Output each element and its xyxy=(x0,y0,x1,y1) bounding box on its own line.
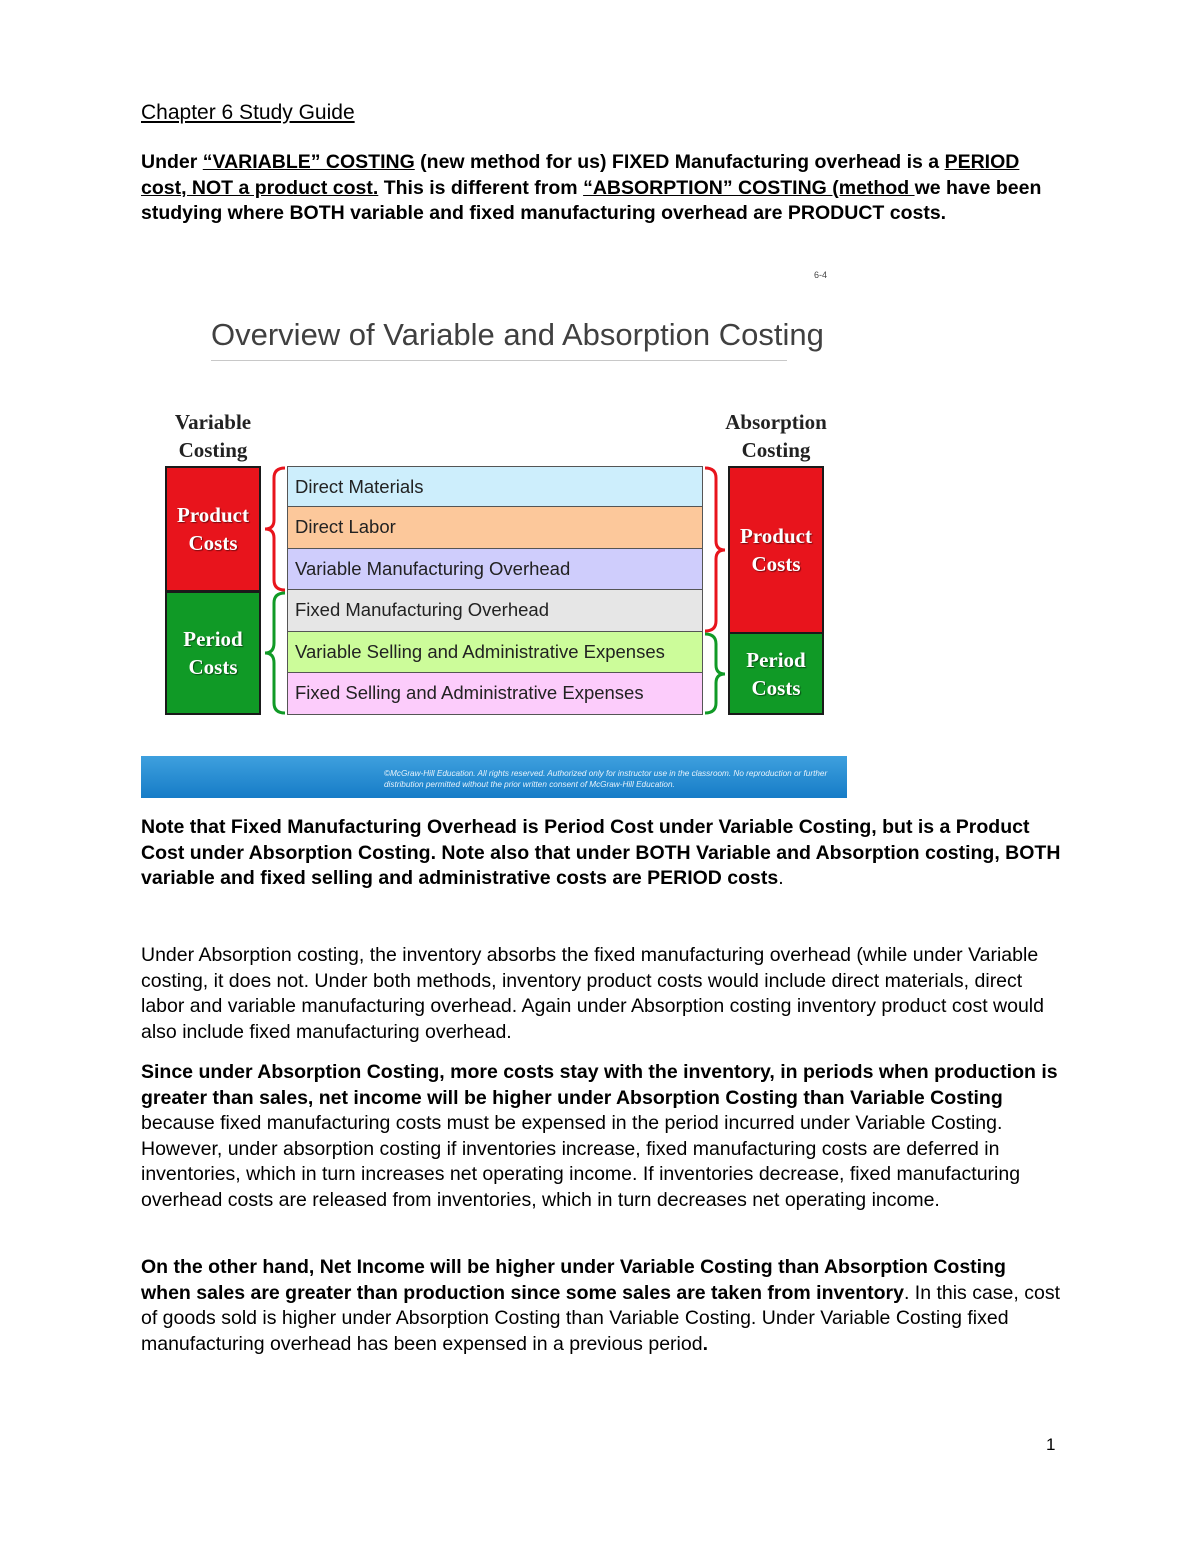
note-text: Note that Fixed Manufacturing Overhead is Period Cost under Variable Costing, but is a Product Cost under Absorption Costing. Note also that under BOTH Variable and Absorption costing, BOTH variable and fixed selling and administrative costs are PERIOD costs xyxy=(141,816,1061,889)
absorption-period-costs-label: Period Costs xyxy=(746,647,806,700)
absorption-period-bracket xyxy=(705,634,725,713)
sales-exceed-production-text: . In this case, cost of goods sold is higher under Absorption Costing than Variable Costing. Under Variable Costing fixed manufacturing overhead has been expensed in a previous period xyxy=(141,1281,1061,1355)
note-period: . xyxy=(778,867,784,889)
slide-title: Overview of Variable and Absorption Costing xyxy=(211,317,824,352)
note-paragraph xyxy=(141,815,1061,892)
sales-exceed-production-end: . xyxy=(702,1332,708,1355)
variable-product-costs-label: Product Costs xyxy=(177,503,249,555)
page-number: 1 xyxy=(1046,1435,1056,1454)
cost-row-fixed-mfg-overhead: Fixed Manufacturing Overhead xyxy=(287,590,703,632)
page-title: Chapter 6 Study Guide xyxy=(141,101,355,124)
absorption-costing-heading: Absorption Costing xyxy=(725,410,827,462)
production-exceeds-sales-text: because fixed manufacturing costs must be expensed in the period incurred under Variable Costing. However, under absorption costing if inventories increase, fixed manufacturing costs are deferred in inventories, which in turn increases net operating income. If inventories decrease, fixed manufacturing overhead costs are released from inventories, which in turn decreases net operating income. xyxy=(141,1112,1021,1211)
intro-variable-costing: “VARIABLE” COSTING xyxy=(202,151,415,173)
intro-text: (new method for us) FIXED Manufacturing overhead is a xyxy=(414,151,945,173)
absorption-paragraph: Under Absorption costing, the inventory absorbs the fixed manufacturing overhead (while under Variable costing, it does not. Under both methods, inventory product costs would include direct materials, direct labor and variable manufacturing overhead. Again under Absorption costing inventory product cost would also include fixed manufacturing overhead. xyxy=(141,944,1044,1043)
copyright-notice: ©McGraw-Hill Education. All rights reserved. Authorized only for instructor use in the classroom. No reproduction or further distribution permitted without the prior written consent of McGraw-Hill Education. xyxy=(384,769,828,789)
intro-text: This is different from xyxy=(378,176,584,199)
absorption-product-bracket xyxy=(705,468,725,631)
intro-text: Under xyxy=(141,151,203,173)
cost-row-direct-labor: Direct Labor xyxy=(287,507,703,549)
slide-number: 6-4 xyxy=(814,270,828,280)
costing-overview-slide xyxy=(141,265,847,798)
intro-absorption-costing: “ABSORPTION” COSTING (method xyxy=(583,176,915,199)
variable-costing-heading: Variable Costing xyxy=(174,410,252,462)
intro-paragraph xyxy=(141,150,1061,227)
variable-period-bracket xyxy=(265,593,285,713)
production-exceeds-sales-bold: Since under Absorption Costing, more costs stay with the inventory, in periods when production is greater than sales, net income will be higher under Absorption Costing than Variable Costing xyxy=(141,1061,1058,1109)
cost-row-variable-mfg-overhead: Variable Manufacturing Overhead xyxy=(287,549,703,591)
production-exceeds-sales-paragraph xyxy=(141,1060,1061,1213)
cost-category-list xyxy=(287,466,703,715)
cost-row-direct-materials: Direct Materials xyxy=(287,466,703,507)
sales-exceed-production-paragraph xyxy=(141,1255,1061,1357)
intro-text: we have been studying where BOTH variable and fixed manufacturing overhead are PRODUCT costs. xyxy=(141,176,1042,224)
variable-product-bracket xyxy=(265,468,285,590)
absorption-product-costs-label: Product Costs xyxy=(740,524,812,576)
slide-footer-bar xyxy=(141,756,847,798)
cost-row-fixed-selling-admin: Fixed Selling and Administrative Expenses xyxy=(287,673,703,715)
sales-exceed-production-bold: On the other hand, Net Income will be higher under Variable Costing than Absorption Costing when sales are greater than production since some sales are taken from inventory xyxy=(141,1256,1006,1304)
variable-period-costs-label: Period Costs xyxy=(183,627,243,679)
intro-period-cost: PERIOD cost, NOT a product cost. xyxy=(141,151,1020,199)
cost-row-variable-selling-admin: Variable Selling and Administrative Expenses xyxy=(287,632,703,674)
